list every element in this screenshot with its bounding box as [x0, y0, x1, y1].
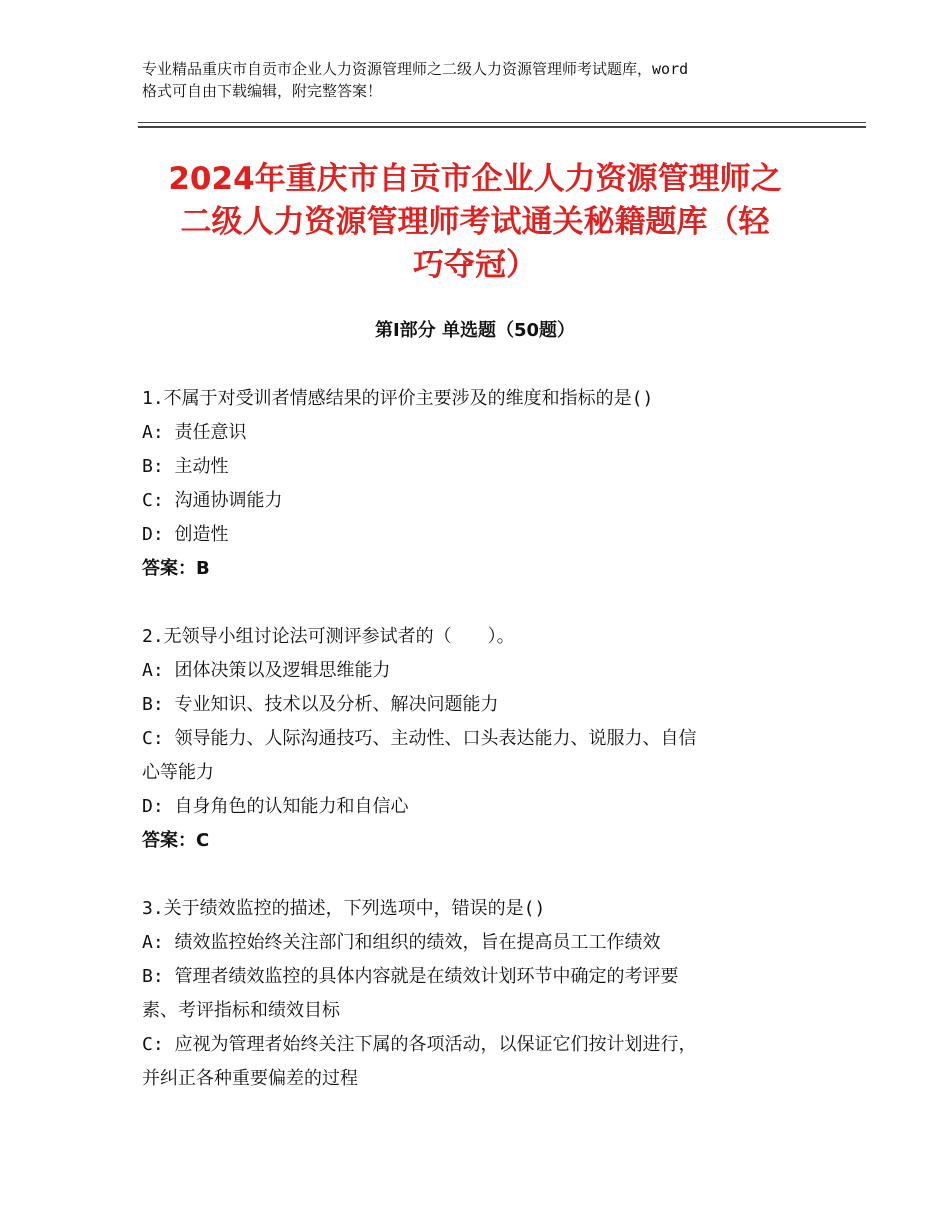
answer-line: 答案：B: [142, 558, 210, 579]
option-c-continued: 心等能力: [142, 762, 214, 783]
option-c: C: 应视为管理者始终关注下属的各项活动，以保证它们按计划进行，: [142, 1034, 697, 1055]
header-note-line: 专业精品重庆市自贡市企业人力资源管理师之二级人力资源管理师考试题库，word: [142, 60, 689, 78]
option-a: A: 团体决策以及逻辑思维能力: [142, 660, 391, 681]
section-title: 第Ⅰ部分 单选题（50题）: [374, 320, 575, 341]
option-c: C: 领导能力、人际沟通技巧、主动性、口头表达能力、说服力、自信: [142, 728, 697, 749]
option-c: C: 沟通协调能力: [142, 490, 283, 511]
answer-line: 答案：C: [142, 830, 210, 851]
option-a: A: 绩效监控始终关注部门和组织的绩效，旨在提高员工工作绩效: [142, 932, 661, 953]
header-note: [142, 58, 822, 102]
option-b: B: 管理者绩效监控的具体内容就是在绩效计划环节中确定的考评要: [142, 966, 679, 987]
question-stem: 1.不属于对受训者情感结果的评价主要涉及的维度和指标的是(): [142, 388, 654, 409]
header-note-line: 格式可自由下载编辑，附完整答案！: [142, 82, 383, 100]
title-line: 巧夺冠）: [413, 247, 537, 283]
header-divider: [138, 122, 866, 123]
option-b: B: 专业知识、技术以及分析、解决问题能力: [142, 694, 499, 715]
title-line: 2024年重庆市自贡市企业人力资源管理师之: [168, 161, 782, 197]
option-b-continued: 素、考评指标和绩效目标: [142, 1000, 340, 1021]
option-d: D: 自身角色的认知能力和自信心: [142, 796, 409, 817]
question-stem: 2.无领导小组讨论法可测评参试者的（ ）。: [142, 626, 515, 647]
question-list: [142, 382, 822, 1130]
question-stem: 3.关于绩效监控的描述，下列选项中，错误的是(): [142, 898, 546, 919]
header-divider-thick: [138, 126, 866, 128]
question-item: [142, 620, 822, 858]
title-line: 二级人力资源管理师考试通关秘籍题库（轻: [180, 204, 770, 240]
option-d: D: 创造性: [142, 524, 229, 545]
option-a: A: 责任意识: [142, 422, 247, 443]
option-b: B: 主动性: [142, 456, 229, 477]
option-c-continued: 并纠正各种重要偏差的过程: [142, 1068, 358, 1089]
question-item: [142, 892, 822, 1096]
document-title: [120, 158, 830, 287]
question-item: [142, 382, 822, 586]
